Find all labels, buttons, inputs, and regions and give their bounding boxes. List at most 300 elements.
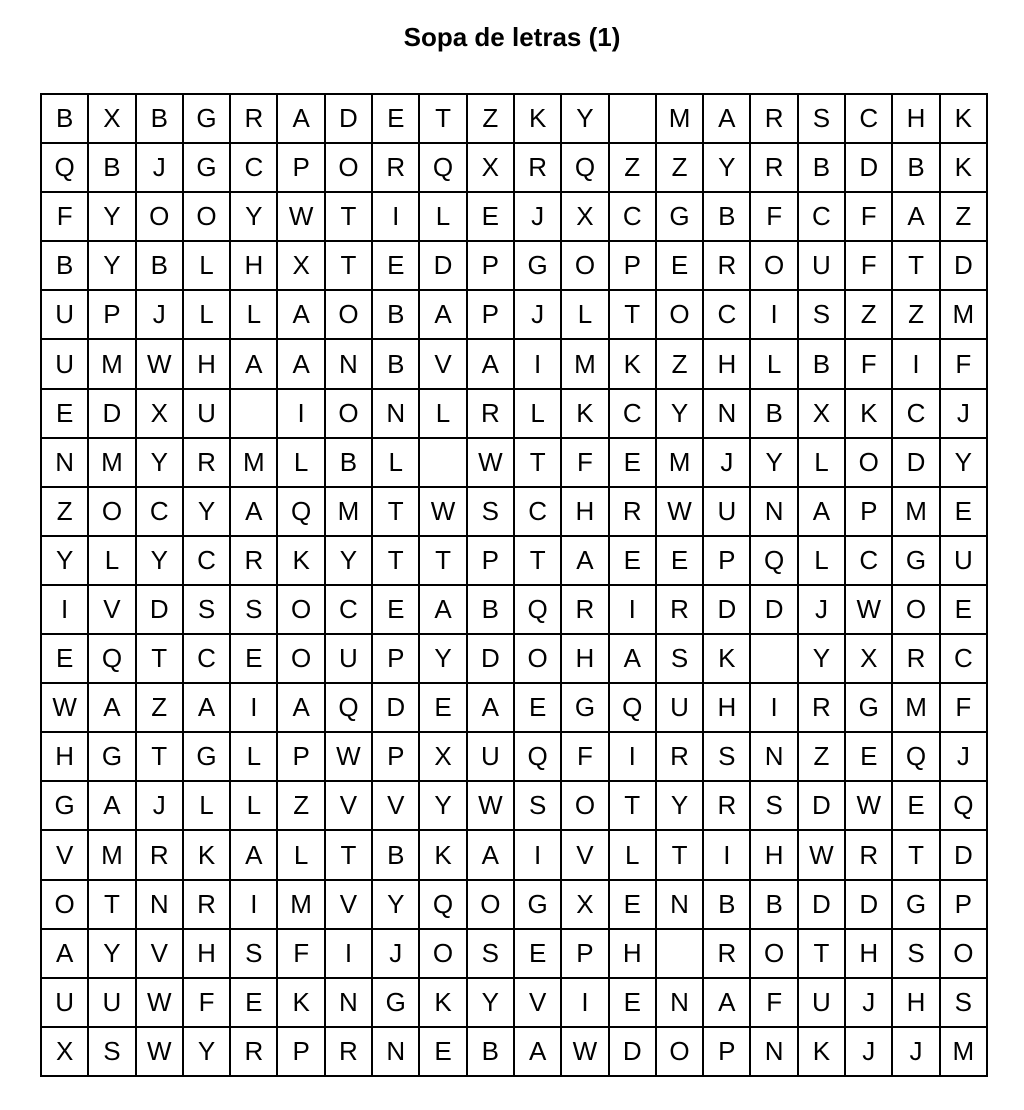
grid-cell: N	[657, 979, 704, 1028]
grid-cell: X	[42, 1028, 89, 1077]
grid-cell: M	[326, 488, 373, 537]
grid-cell: E	[373, 586, 420, 635]
grid-cell: K	[420, 979, 467, 1028]
grid-cell: B	[799, 340, 846, 389]
grid-cell: O	[278, 586, 325, 635]
grid-cell: T	[893, 242, 940, 291]
grid-cell: E	[610, 979, 657, 1028]
grid-cell: H	[610, 930, 657, 979]
grid-cell: I	[278, 390, 325, 439]
grid-cell: A	[420, 586, 467, 635]
grid-cell: E	[231, 979, 278, 1028]
grid-cell: B	[704, 881, 751, 930]
grid-cell: M	[941, 291, 988, 340]
grid-cell: L	[184, 242, 231, 291]
grid-cell: O	[751, 242, 798, 291]
grid-cell: T	[373, 488, 420, 537]
grid-cell: B	[137, 95, 184, 144]
grid-cell: P	[468, 537, 515, 586]
grid-cell: G	[184, 733, 231, 782]
grid-cell: V	[420, 340, 467, 389]
grid-cell: W	[468, 439, 515, 488]
grid-cell: V	[373, 782, 420, 831]
grid-cell: L	[751, 340, 798, 389]
grid-cell: O	[562, 782, 609, 831]
grid-cell: P	[704, 1028, 751, 1077]
grid-cell: P	[562, 930, 609, 979]
grid-cell: B	[799, 144, 846, 193]
grid-cell: Y	[42, 537, 89, 586]
grid-cell: Y	[704, 144, 751, 193]
grid-cell: Z	[278, 782, 325, 831]
grid-cell: E	[373, 242, 420, 291]
grid-cell: S	[468, 488, 515, 537]
grid-cell: R	[468, 390, 515, 439]
grid-cell: E	[846, 733, 893, 782]
grid-cell: H	[893, 979, 940, 1028]
grid-cell: L	[278, 831, 325, 880]
grid-cell: I	[610, 586, 657, 635]
grid-cell: J	[515, 193, 562, 242]
grid-cell: P	[610, 242, 657, 291]
grid-cell: S	[231, 586, 278, 635]
grid-cell: L	[799, 439, 846, 488]
grid-cell: A	[89, 782, 136, 831]
grid-cell: U	[89, 979, 136, 1028]
grid-cell: W	[42, 684, 89, 733]
grid-cell: B	[751, 390, 798, 439]
grid-cell: E	[610, 881, 657, 930]
grid-cell: S	[893, 930, 940, 979]
grid-cell: W	[468, 782, 515, 831]
grid-cell: X	[420, 733, 467, 782]
grid-cell: A	[704, 979, 751, 1028]
grid-cell: Q	[893, 733, 940, 782]
grid-cell: O	[846, 439, 893, 488]
grid-cell: H	[42, 733, 89, 782]
grid-cell: F	[42, 193, 89, 242]
grid-cell: J	[941, 390, 988, 439]
grid-cell: N	[326, 340, 373, 389]
grid-cell: E	[420, 1028, 467, 1077]
grid-cell: I	[231, 684, 278, 733]
grid-cell: R	[184, 439, 231, 488]
grid-cell: P	[704, 537, 751, 586]
grid-cell: J	[704, 439, 751, 488]
grid-cell: Q	[89, 635, 136, 684]
grid-cell: C	[799, 193, 846, 242]
grid-cell: L	[515, 390, 562, 439]
grid-cell: J	[941, 733, 988, 782]
grid-cell: D	[137, 586, 184, 635]
grid-cell: X	[89, 95, 136, 144]
grid-cell: L	[562, 291, 609, 340]
grid-cell: Z	[893, 291, 940, 340]
grid-cell: P	[278, 144, 325, 193]
grid-cell: X	[846, 635, 893, 684]
grid-cell: M	[657, 95, 704, 144]
grid-cell: V	[515, 979, 562, 1028]
grid-cell: C	[137, 488, 184, 537]
grid-cell: T	[799, 930, 846, 979]
page-title: Sopa de letras (1)	[403, 22, 621, 52]
grid-cell: T	[420, 95, 467, 144]
grid-cell: E	[515, 930, 562, 979]
grid-cell: D	[941, 831, 988, 880]
grid-cell: E	[893, 782, 940, 831]
grid-cell: B	[704, 193, 751, 242]
grid-cell: A	[704, 95, 751, 144]
grid-cell: O	[42, 881, 89, 930]
grid-cell: S	[751, 782, 798, 831]
grid-cell: N	[373, 390, 420, 439]
grid-cell: T	[657, 831, 704, 880]
grid-cell: R	[846, 831, 893, 880]
grid-cell: C	[893, 390, 940, 439]
grid-cell: N	[751, 488, 798, 537]
grid-cell: F	[846, 340, 893, 389]
grid-cell: P	[468, 242, 515, 291]
grid-cell: L	[610, 831, 657, 880]
grid-cell: Y	[420, 635, 467, 684]
grid-cell: C	[610, 390, 657, 439]
grid-cell: Y	[184, 488, 231, 537]
grid-cell: K	[799, 1028, 846, 1077]
grid-cell: J	[137, 144, 184, 193]
grid-cell: O	[657, 1028, 704, 1077]
grid-cell: W	[326, 733, 373, 782]
grid-cell: M	[231, 439, 278, 488]
grid-cell: P	[373, 635, 420, 684]
grid-cell: R	[657, 733, 704, 782]
grid-cell: A	[468, 831, 515, 880]
grid-cell: M	[941, 1028, 988, 1077]
grid-cell: P	[941, 881, 988, 930]
grid-cell: F	[278, 930, 325, 979]
grid-cell: C	[326, 586, 373, 635]
grid-cell: B	[373, 831, 420, 880]
grid-cell: K	[184, 831, 231, 880]
grid-cell: L	[231, 291, 278, 340]
grid-cell: B	[468, 586, 515, 635]
grid-cell: L	[278, 439, 325, 488]
grid-cell: D	[704, 586, 751, 635]
grid-cell: T	[515, 537, 562, 586]
grid-cell: J	[799, 586, 846, 635]
grid-cell: O	[137, 193, 184, 242]
grid-cell: R	[751, 95, 798, 144]
grid-cell: B	[751, 881, 798, 930]
grid-cell: K	[515, 95, 562, 144]
grid-cell: F	[562, 733, 609, 782]
grid-cell: Z	[941, 193, 988, 242]
grid-cell: K	[846, 390, 893, 439]
grid-cell: H	[231, 242, 278, 291]
grid-cell: P	[468, 291, 515, 340]
grid-cell: T	[373, 537, 420, 586]
grid-cell: G	[562, 684, 609, 733]
grid-cell: O	[420, 930, 467, 979]
grid-cell: S	[704, 733, 751, 782]
grid-cell: F	[846, 193, 893, 242]
grid-cell: U	[184, 390, 231, 439]
grid-cell: R	[562, 586, 609, 635]
grid-cell: P	[846, 488, 893, 537]
grid-cell: I	[373, 193, 420, 242]
grid-cell: Z	[137, 684, 184, 733]
grid-cell: D	[751, 586, 798, 635]
grid-cell: O	[326, 144, 373, 193]
grid-cell: A	[278, 684, 325, 733]
grid-cell: R	[799, 684, 846, 733]
grid-cell: E	[515, 684, 562, 733]
grid-cell: Q	[42, 144, 89, 193]
grid-cell: T	[326, 193, 373, 242]
grid-cell: A	[515, 1028, 562, 1077]
grid-cell: O	[184, 193, 231, 242]
grid-cell: G	[893, 537, 940, 586]
grid-cell: K	[420, 831, 467, 880]
grid-cell: X	[137, 390, 184, 439]
grid-cell: Y	[420, 782, 467, 831]
grid-cell: E	[941, 586, 988, 635]
grid-cell: Y	[468, 979, 515, 1028]
grid-cell: Y	[799, 635, 846, 684]
grid-cell: C	[846, 537, 893, 586]
grid-cell: O	[326, 390, 373, 439]
grid-cell: J	[137, 782, 184, 831]
grid-cell: Z	[657, 144, 704, 193]
grid-cell: G	[657, 193, 704, 242]
grid-cell: R	[751, 144, 798, 193]
grid-cell: T	[893, 831, 940, 880]
grid-cell: W	[278, 193, 325, 242]
grid-cell: X	[562, 193, 609, 242]
grid-cell: E	[373, 95, 420, 144]
grid-cell: V	[326, 782, 373, 831]
grid-cell: B	[326, 439, 373, 488]
grid-cell: E	[610, 439, 657, 488]
grid-cell: H	[184, 930, 231, 979]
grid-cell: F	[562, 439, 609, 488]
grid-cell: E	[420, 684, 467, 733]
grid-cell: R	[657, 586, 704, 635]
grid-cell: J	[137, 291, 184, 340]
grid-cell: V	[562, 831, 609, 880]
grid-cell: G	[515, 881, 562, 930]
grid-cell: N	[657, 881, 704, 930]
grid-cell: S	[515, 782, 562, 831]
grid-cell: F	[941, 684, 988, 733]
grid-cell: T	[137, 635, 184, 684]
grid-cell: I	[515, 340, 562, 389]
grid-cell: W	[137, 1028, 184, 1077]
grid-cell: B	[42, 242, 89, 291]
grid-cell: Y	[137, 537, 184, 586]
grid-cell: V	[137, 930, 184, 979]
grid-cell: W	[846, 782, 893, 831]
grid-cell: D	[89, 390, 136, 439]
grid-cell: Q	[326, 684, 373, 733]
grid-cell: B	[373, 291, 420, 340]
grid-cell: X	[468, 144, 515, 193]
grid-cell: I	[751, 291, 798, 340]
grid-cell: R	[373, 144, 420, 193]
grid-cell: Y	[137, 439, 184, 488]
grid-cell: X	[278, 242, 325, 291]
grid-cell: N	[42, 439, 89, 488]
grid-cell: Y	[657, 782, 704, 831]
grid-cell: M	[89, 439, 136, 488]
grid-cell: A	[562, 537, 609, 586]
grid-cell: J	[846, 979, 893, 1028]
grid-cell: Y	[941, 439, 988, 488]
grid-cell: J	[846, 1028, 893, 1077]
grid-cell: B	[89, 144, 136, 193]
grid-cell: T	[326, 831, 373, 880]
grid-cell: L	[373, 439, 420, 488]
grid-cell: D	[799, 782, 846, 831]
grid-cell: E	[657, 242, 704, 291]
grid-cell: K	[941, 95, 988, 144]
grid-cell: A	[278, 95, 325, 144]
grid-cell: M	[89, 340, 136, 389]
grid-cell: O	[278, 635, 325, 684]
grid-cell: R	[231, 1028, 278, 1077]
grid-cell: U	[468, 733, 515, 782]
grid-cell: N	[373, 1028, 420, 1077]
grid-cell: G	[184, 144, 231, 193]
grid-cell: D	[326, 95, 373, 144]
grid-cell: R	[704, 782, 751, 831]
grid-cell: C	[184, 635, 231, 684]
grid-cell: T	[89, 881, 136, 930]
grid-cell: V	[42, 831, 89, 880]
grid-cell: T	[610, 782, 657, 831]
grid-cell: H	[893, 95, 940, 144]
grid-cell: A	[184, 684, 231, 733]
grid-cell: Y	[231, 193, 278, 242]
grid-cell: C	[846, 95, 893, 144]
grid-cell: E	[468, 193, 515, 242]
grid-cell: A	[468, 684, 515, 733]
grid-cell	[420, 439, 467, 488]
grid-cell: U	[657, 684, 704, 733]
grid-cell: K	[704, 635, 751, 684]
grid-cell: R	[231, 537, 278, 586]
grid-cell: Y	[89, 193, 136, 242]
grid-cell: G	[846, 684, 893, 733]
grid-cell: J	[373, 930, 420, 979]
grid-cell: F	[184, 979, 231, 1028]
grid-cell: A	[278, 291, 325, 340]
grid-cell: C	[184, 537, 231, 586]
grid-cell: P	[278, 1028, 325, 1077]
grid-cell: Z	[42, 488, 89, 537]
grid-cell: F	[941, 340, 988, 389]
grid-cell: A	[278, 340, 325, 389]
grid-cell: H	[562, 635, 609, 684]
grid-cell: I	[562, 979, 609, 1028]
grid-cell: Y	[751, 439, 798, 488]
grid-cell: E	[941, 488, 988, 537]
grid-cell: I	[610, 733, 657, 782]
grid-cell: J	[893, 1028, 940, 1077]
grid-cell: Y	[89, 242, 136, 291]
grid-cell: A	[799, 488, 846, 537]
grid-cell: N	[751, 1028, 798, 1077]
grid-cell: I	[326, 930, 373, 979]
grid-cell: W	[562, 1028, 609, 1077]
grid-cell: D	[799, 881, 846, 930]
grid-cell: B	[468, 1028, 515, 1077]
grid-cell: Q	[420, 144, 467, 193]
grid-cell: G	[89, 733, 136, 782]
grid-cell: L	[799, 537, 846, 586]
grid-cell: T	[420, 537, 467, 586]
grid-cell: P	[373, 733, 420, 782]
grid-cell	[610, 95, 657, 144]
grid-cell: M	[893, 488, 940, 537]
grid-cell: P	[89, 291, 136, 340]
grid-cell: I	[42, 586, 89, 635]
grid-cell: A	[468, 340, 515, 389]
grid-cell: W	[799, 831, 846, 880]
grid-cell: E	[42, 390, 89, 439]
grid-cell	[231, 390, 278, 439]
grid-cell: K	[610, 340, 657, 389]
grid-cell: D	[941, 242, 988, 291]
grid-cell: J	[515, 291, 562, 340]
grid-cell: P	[278, 733, 325, 782]
grid-cell: F	[846, 242, 893, 291]
grid-cell: L	[184, 782, 231, 831]
grid-cell: T	[326, 242, 373, 291]
grid-cell: C	[610, 193, 657, 242]
grid-cell: B	[893, 144, 940, 193]
grid-cell: H	[846, 930, 893, 979]
grid-cell: G	[373, 979, 420, 1028]
grid-cell: T	[515, 439, 562, 488]
grid-cell: H	[704, 684, 751, 733]
grid-cell: L	[420, 390, 467, 439]
grid-cell: U	[941, 537, 988, 586]
grid-cell: U	[704, 488, 751, 537]
grid-cell: C	[515, 488, 562, 537]
grid-cell: M	[562, 340, 609, 389]
grid-cell: O	[468, 881, 515, 930]
grid-cell: S	[941, 979, 988, 1028]
grid-cell: X	[799, 390, 846, 439]
grid-cell: W	[420, 488, 467, 537]
grid-cell: G	[515, 242, 562, 291]
grid-cell: B	[373, 340, 420, 389]
grid-cell	[751, 635, 798, 684]
grid-cell	[657, 930, 704, 979]
grid-cell: A	[231, 340, 278, 389]
grid-cell: R	[231, 95, 278, 144]
grid-cell: U	[42, 979, 89, 1028]
grid-cell: N	[137, 881, 184, 930]
grid-cell: K	[941, 144, 988, 193]
grid-cell: Y	[373, 881, 420, 930]
grid-cell: S	[231, 930, 278, 979]
grid-cell: Z	[846, 291, 893, 340]
grid-cell: C	[941, 635, 988, 684]
grid-cell: A	[610, 635, 657, 684]
grid-cell: Z	[799, 733, 846, 782]
grid-cell: E	[231, 635, 278, 684]
